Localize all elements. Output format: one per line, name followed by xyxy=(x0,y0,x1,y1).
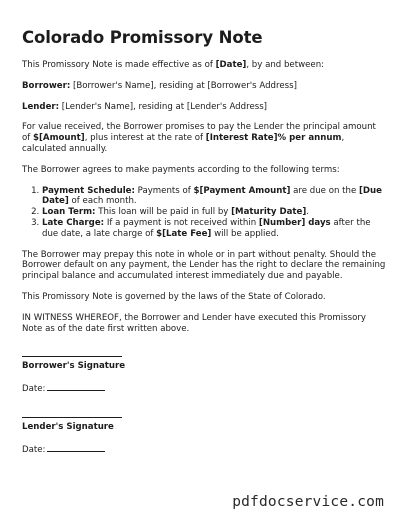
intro-paragraph xyxy=(22,60,386,71)
lender-date-label: Date: xyxy=(22,444,46,455)
term-value: [Number] days xyxy=(258,217,331,228)
lender-date-field[interactable] xyxy=(47,443,105,452)
term-text: are due on the xyxy=(290,185,359,196)
lender-date-row xyxy=(22,443,386,456)
governing-law-paragraph: This Promissory Note is governed by the laws of the State of Colorado. xyxy=(22,291,326,302)
intro-post: , by and between: xyxy=(246,60,325,70)
borrower-paragraph xyxy=(22,81,386,92)
term-text: . xyxy=(306,207,310,218)
borrower-date-label: Date: xyxy=(22,384,46,395)
interest-rate: [Interest Rate]% per annum xyxy=(205,133,342,144)
term-text: of each month. xyxy=(68,196,137,207)
borrower-signature-line[interactable] xyxy=(22,356,122,357)
terms-intro: The Borrower agrees to make payments according to the following terms: xyxy=(22,164,340,175)
lender-signature-label: Lender's Signature xyxy=(22,421,114,432)
consideration-paragraph xyxy=(22,122,386,154)
term-value: $[Late Fee] xyxy=(156,228,212,239)
borrower-details: [Borrower's Name], residing at [Borrower's Address] xyxy=(70,80,297,91)
consideration-mid: , plus interest at the rate of xyxy=(84,133,206,144)
principal-amount: $[Amount] xyxy=(33,133,85,144)
borrower-signature-block xyxy=(22,356,386,395)
term-text: Payments of xyxy=(134,185,194,196)
term-text: If a payment is not received within xyxy=(104,217,259,228)
witness-paragraph: IN WITNESS WHEREOF, the Borrower and Lender have executed this Promissory Note as of the date first written above. xyxy=(22,312,366,334)
term-item-payment-schedule xyxy=(42,186,386,208)
footer-watermark: pdfdocservice.com xyxy=(232,494,384,510)
lender-signature-block xyxy=(22,417,386,456)
prepayment-paragraph: The Borrower may prepay this note in whole or in part without penalty. Should the Borrower default on any payment, the Lender has the right to declare the remaining principal balance and accumulated interest immediately due and payable. xyxy=(22,249,386,282)
term-value: $[Payment Amount] xyxy=(193,185,291,196)
borrower-label: Borrower: xyxy=(22,80,71,91)
lender-signature-line[interactable] xyxy=(22,417,122,418)
lender-paragraph xyxy=(22,102,386,113)
document-body xyxy=(22,28,386,456)
consideration-post: , calculated annually. xyxy=(22,133,345,154)
term-item-loan-term xyxy=(42,207,386,218)
term-label: Payment Schedule: xyxy=(42,185,135,196)
term-text: will be applied. xyxy=(211,228,279,239)
lender-details: [Lender's Name], residing at [Lender's Address] xyxy=(59,101,268,112)
intro-pre: This Promissory Note is made effective as of xyxy=(22,60,216,70)
term-label: Late Charge: xyxy=(42,217,105,228)
term-text: This loan will be paid in full by xyxy=(95,207,232,218)
document-title: Colorado Promissory Note xyxy=(22,28,263,47)
lender-label: Lender: xyxy=(22,101,60,112)
term-value: [Maturity Date] xyxy=(231,207,307,218)
borrower-signature-label: Borrower's Signature xyxy=(22,361,126,372)
term-text: after the due date, a late charge of xyxy=(42,217,371,239)
term-label: Loan Term: xyxy=(42,207,96,218)
effective-date: [Date] xyxy=(215,60,247,70)
borrower-date-row xyxy=(22,382,386,395)
term-item-late-charge xyxy=(42,218,386,240)
terms-list xyxy=(22,186,386,240)
borrower-date-field[interactable] xyxy=(47,382,105,391)
term-value: [Due Date] xyxy=(42,185,382,207)
consideration-pre: For value received, the Borrower promises to pay the Lender the principal amount of xyxy=(22,122,376,144)
